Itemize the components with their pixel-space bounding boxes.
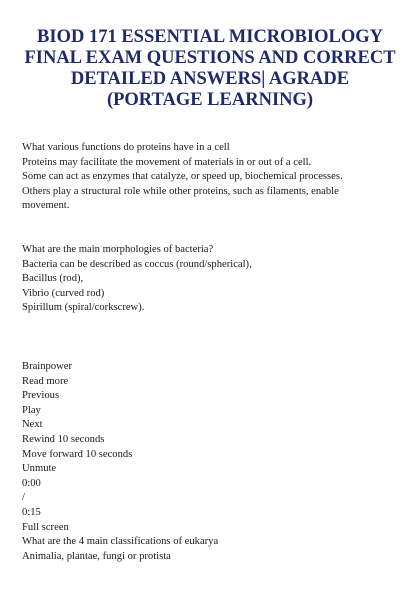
title-line: BIOD 171 ESSENTIAL MICROBIOLOGY	[37, 27, 383, 47]
qa-block-bacteria	[22, 243, 402, 316]
question-text: What various functions do proteins have in a cell	[22, 142, 230, 153]
unmute-button[interactable]: Unmute	[22, 463, 57, 475]
document-title	[14, 27, 406, 111]
answer-text: Bacteria can be described as coccus (round/spherical),	[22, 258, 252, 270]
forward-button[interactable]: Move forward 10 seconds	[22, 448, 133, 460]
answer-text: Some can act as enzymes that catalyze, or speed up, biochemical processes.	[22, 171, 343, 183]
answer-text: Bacillus (rod),	[22, 273, 84, 285]
read-more-link[interactable]: Read more	[22, 375, 69, 387]
answer-text: movement.	[22, 200, 70, 212]
title-line: DETAILED ANSWERS| AGRADE	[70, 69, 350, 89]
player-brand: Brainpower	[22, 361, 73, 372]
video-player-text	[22, 360, 402, 564]
answer-text: Vibrio (curved rod)	[22, 287, 105, 299]
play-button[interactable]: Play	[22, 404, 41, 416]
question-text: What are the 4 main classifications of eukarya	[22, 536, 219, 548]
title-line: FINAL EXAM QUESTIONS AND CORRECT	[24, 48, 396, 68]
answer-text: Proteins may facilitate the movement of materials in or out of a cell.	[22, 156, 312, 168]
answer-text: Others play a structural role while other proteins, such as filaments, enable	[22, 185, 339, 197]
fullscreen-button[interactable]: Full screen	[22, 521, 69, 533]
previous-button[interactable]: Previous	[22, 390, 60, 402]
time-separator: /	[22, 492, 25, 504]
next-button[interactable]: Next	[22, 419, 43, 431]
title-line: (PORTAGE LEARNING)	[106, 90, 314, 110]
duration-time: 0:15	[22, 506, 41, 518]
current-time: 0:00	[22, 477, 41, 489]
question-text: What are the main morphologies of bacteria?	[22, 244, 214, 255]
rewind-button[interactable]: Rewind 10 seconds	[22, 433, 105, 445]
answer-text: Spirillum (spiral/corkscrew).	[22, 302, 145, 314]
answer-text: Animalia, plantae, fungi or protista	[22, 550, 171, 562]
qa-block-proteins	[22, 141, 402, 214]
